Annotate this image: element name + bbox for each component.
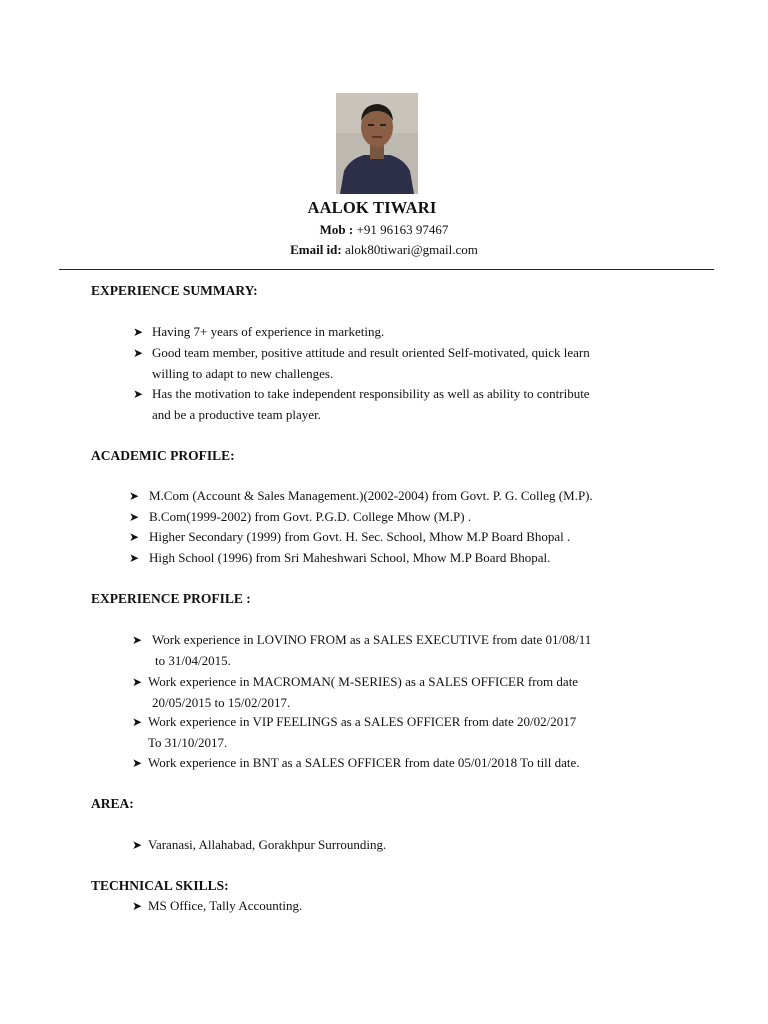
- candidate-name: AALOK TIWARI: [307, 198, 437, 217]
- mobile-line: [0, 222, 768, 238]
- list-item: ➤ Work experience in MACROMAN( M-SERIES) as a SALES OFFICER from date 20/05/2015 to 15/02/2017.: [132, 674, 579, 710]
- arrow-bullet-icon: ➤: [132, 899, 143, 913]
- area-heading: AREA:: [91, 796, 134, 811]
- list-item: ➤ Work experience in BNT as a SALES OFFICER from date 05/01/2018 To till date.: [132, 753, 580, 774]
- arrow-bullet-icon: ➤: [132, 633, 143, 647]
- list-item: ➤ Good team member, positive attitude and result oriented Self-motivated, quick learn willing to adapt to new challenges.: [133, 345, 590, 381]
- mobile-label: Mob :: [319, 222, 354, 237]
- arrow-bullet-icon: ➤: [132, 715, 143, 729]
- header-divider: [59, 269, 714, 270]
- arrow-bullet-icon: ➤: [132, 838, 143, 852]
- arrow-bullet-icon: ➤: [132, 756, 143, 770]
- list-item: ➤ Work experience in VIP FEELINGS as a SALES OFFICER from date 20/02/2017 To 31/10/2017.: [132, 714, 577, 750]
- arrow-bullet-icon: ➤: [133, 325, 144, 339]
- technical-skills-heading: TECHNICAL SKILLS:: [91, 878, 229, 893]
- email-label: Email id:: [290, 242, 342, 257]
- mobile-value: +91 96163 97467: [356, 222, 449, 237]
- list-item: ➤ Has the motivation to take independent responsibility as well as ability to contribute and be a productive team player.: [133, 386, 590, 422]
- arrow-bullet-icon: ➤: [132, 675, 143, 689]
- arrow-bullet-icon: ➤: [129, 489, 140, 503]
- experience-profile-heading: EXPERIENCE PROFILE :: [91, 591, 251, 606]
- list-item: ➤ M.Com (Account & Sales Management.)(2002-2004) from Govt. P. G. Colleg (M.P).: [129, 486, 593, 507]
- list-item: ➤ High School (1996) from Sri Maheshwari School, Mhow M.P Board Bhopal.: [129, 548, 550, 569]
- experience-summary-heading: EXPERIENCE SUMMARY:: [91, 283, 258, 298]
- email-line: [0, 242, 768, 258]
- list-item: ➤ B.Com(1999-2002) from Govt. P.G.D. College Mhow (M.P) .: [129, 507, 471, 528]
- academic-profile-heading: ACADEMIC PROFILE:: [91, 448, 235, 463]
- list-item: ➤ Having 7+ years of experience in marketing.: [133, 322, 384, 343]
- arrow-bullet-icon: ➤: [129, 551, 140, 565]
- list-item: ➤ Higher Secondary (1999) from Govt. H. Sec. School, Mhow M.P Board Bhopal .: [129, 527, 570, 548]
- email-value: alok80tiwari@gmail.com: [344, 242, 478, 257]
- arrow-bullet-icon: ➤: [129, 530, 140, 544]
- list-item: ➤ Work experience in LOVINO FROM as a SALES EXECUTIVE from date 01/08/11 to 31/04/2015.: [132, 632, 592, 668]
- arrow-bullet-icon: ➤: [133, 346, 144, 360]
- arrow-bullet-icon: ➤: [133, 387, 144, 401]
- list-item: ➤ MS Office, Tally Accounting.: [132, 896, 302, 917]
- arrow-bullet-icon: ➤: [129, 510, 140, 524]
- list-item: ➤ Varanasi, Allahabad, Gorakhpur Surrounding.: [132, 835, 386, 856]
- profile-photo: [336, 93, 418, 194]
